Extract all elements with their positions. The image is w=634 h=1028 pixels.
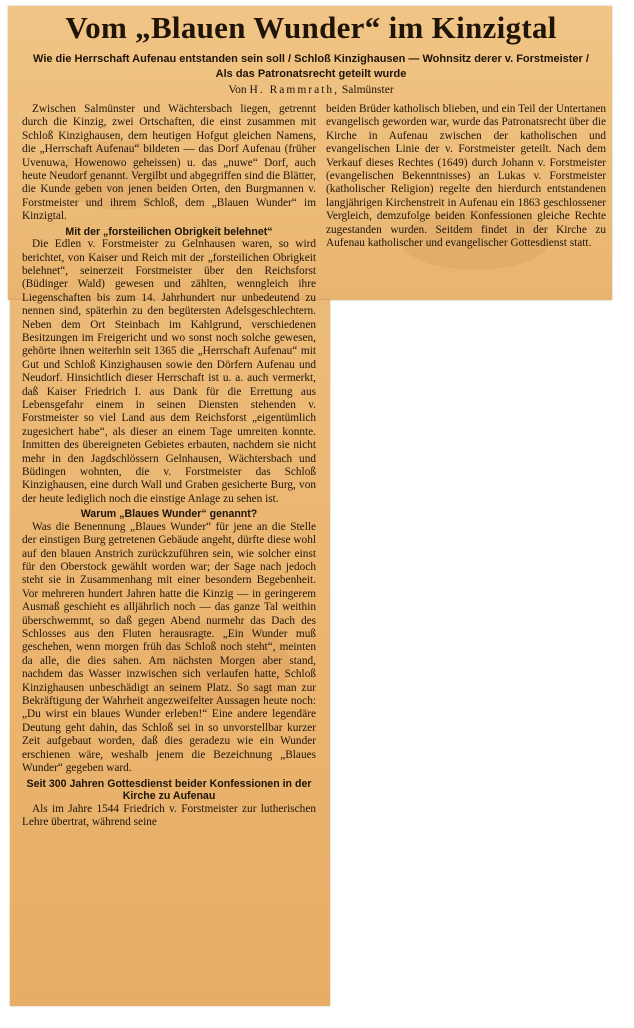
- section-heading: Warum „Blaues Wunder“ genannt?: [80, 508, 258, 521]
- byline-prefix: Von: [228, 84, 247, 96]
- article-byline: [30, 83, 592, 97]
- article-left-column: [22, 103, 316, 829]
- section-heading: Mit der „forsteilichen Obrigkeit belehnet“: [65, 225, 273, 238]
- article-title: Vom „Blauen Wunder“ im Kinzigtal: [65, 10, 557, 45]
- paragraph: Was die Benennung „Blaues Wunder“ für jene an die Stelle der einstigen Burg getretenen Gebäude angeht, dürfte diese wohl auf den blauen Anstrich zurückzuführen sein, wie solcher einst für den Oberstock gewählt worden war; der Sage nach jedoch steht sie in Zusammenhang mit einer besondern Begebenheit. Vor mehreren hundert Jahren hatte die Kinzig — in geringerem Ausmaß geschieht es alljährlich noch — das ganze Tal weithin überschwemmt, so daß gegen Abend nurmehr das Dach des Schlosses aus den Fluten herausragte. „Ein Wunder muß geschehen, wenn morgen früh das Schloß noch steht“, meinten da alle, die dies sahen. Am nächsten Morgen aber stand, nachdem das Wasser inzwischen sich verlaufen hatte, Schloß Kinzighausen unbeschädigt an seinem Platz. So sagt man zur Bekräftigung der Wahrheit angezweifelter Aussagen heute noch: „Du wirst ein blaues Wunder erleben!“ Eine andere legendäre Deutung geht dahin, das Schloß sei in so unvorstellbar kurzer Zeit aufgebaut worden, daß dies geradezu wie ein Wunder erschienen wäre, weshalb jenem die Bezeichnung „Blaues Wunder“ gegeben ward.: [22, 520, 316, 775]
- paragraph: Als im Jahre 1544 Friedrich v. Forstmeister zur lutherischen Lehre übertrat, während seine: [22, 802, 316, 828]
- article-right-column: [326, 103, 606, 250]
- byline-place: Salmünster: [341, 84, 394, 96]
- paragraph: Zwischen Salmünster und Wächtersbach liegen, getrennt durch die Kinzig, zwei Ortschaften, die einst zusammen mit Schloß Kinzighausen, dem heutigen Hofgut gleichen Namens, die „Herrschaft Aufenau“ bildeten — das Dorf Aufenau (früher Uvenuwa, Howenowo geheissen) u. das „nuwe“ Dorf, auch heute Neudorf genannt. Vergilbt und abgegriffen sind die Blätter, die Kunde geben von jenen beiden Orten, den Burgmannen v. Forstmeister und ihrem Schloß, dem „Blauen Wunder“ im Kinzigtal.: [22, 103, 316, 223]
- section-heading: Seit 300 Jahren Gottesdienst beider Konfessionen in der Kirche zu Aufenau: [26, 777, 312, 802]
- article-subtitle: Wie die Herrschaft Aufenau entstanden sein soll / Schloß Kinzighausen — Wohnsitz derer v. Forstmeister / Als das Patronatsrecht geteilt wurde: [33, 53, 589, 80]
- paragraph: Die Edlen v. Forstmeister zu Gelnhausen waren, so wird berichtet, von Kaiser und Reich mit der „forsteilichen Obrigkeit belehnet“, seinerzeit Forstmeister über den Reichsforst (Büdinger Wald) gewesen und zählten, wenngleich ihre Liegenschaften bis zum 14. Jahrhundert nur unbedeutend zu nennen sind, späterhin zu den begütersten Adelsgeschlechtern. Neben dem Ort Steinbach im Kahlgrund, verschiedenen Besitzungen im Freigericht und wo sonst noch solche gewesen, gehörte ihnen weiterhin seit 1365 die „Herrschaft Aufenau“ mit Gut und Schloß Kinzighausen sowie den Dörfern Aufenau und Neudorf. Hinsichtlich dieser Herrschaft ist u. a. auch vermerkt, daß Kaiser Friedrich I. aus Dank für die Errettung aus Lebensgefahr einem in seinen Diensten stehenden v. Forstmeister so viel Land aus dem Reichsforst „eigentümlich zugesichert habe“, als dieser an einem Tage umreiten konnte. Inmitten des übereigneten Gebietes erbauten, nachdem sie nicht mehr in den Jagdschlössern Gelnhausen, Wächtersbach und Büdingen wohnten, die v. Forstmeister das Schloß Kinzighausen, eine durch Wall und Graben gesicherte Burg, von der heute lediglich noch die einstige Anlage zu sehen ist.: [22, 238, 316, 505]
- byline-author: H. Rammrath,: [249, 84, 340, 96]
- paragraph: beiden Brüder katholisch blieben, und ein Teil der Untertanen evangelisch geworden war, wurde das Patronatsrecht über die Kirche in Aufenau zwischen der katholischen und evangelischen Linie der v. Forstmeister geteilt. Nach dem Verkauf dieses Rechtes (1649) durch Johann v. Forstmeister (evangelischen Bekenntnisses) an Lukas v. Forstmeister (katholischer Religion) regelte den hierdurch entstandenen langjährigen Kirchenstreit in Aufenau ein 1863 geschlossener Vergleich, demzufolge beiden Konfessionen gleiche Rechte zugestanden wurden. Seitdem findet in der Kirche zu Aufenau katholischer und evangelischer Gottesdienst statt.: [326, 103, 606, 250]
